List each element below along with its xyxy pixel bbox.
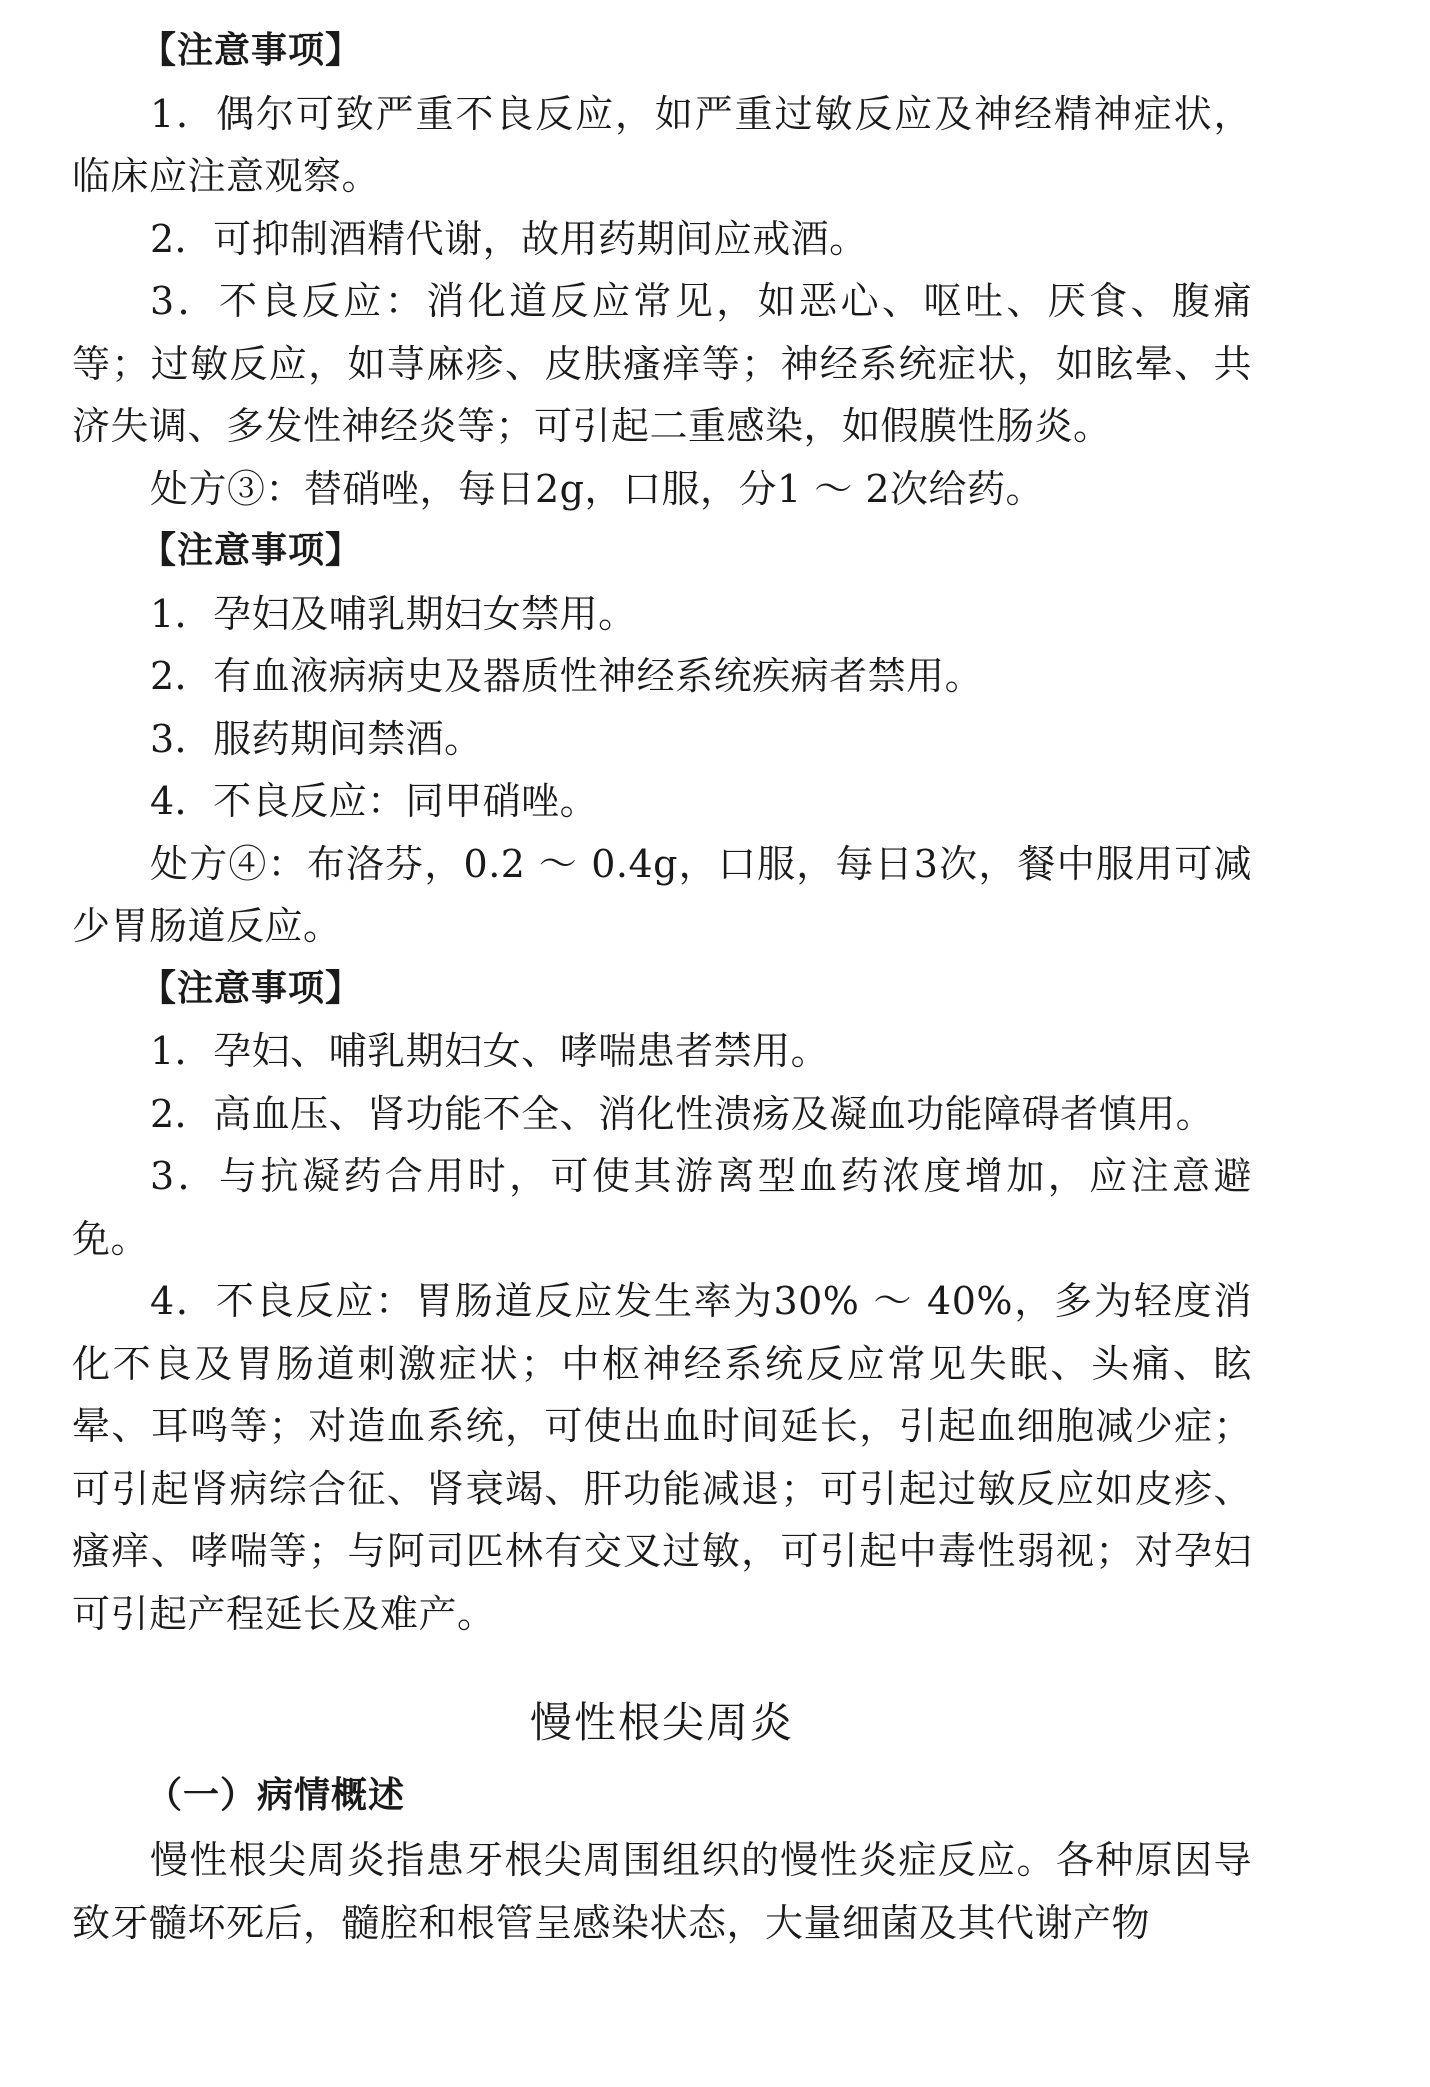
- notice-item: 2．可抑制酒精代谢，故用药期间应戒酒。: [150, 216, 868, 261]
- notice-heading: 【注意事项】: [140, 530, 363, 571]
- notice-item: 4．不良反应：同甲硝唑。: [150, 779, 599, 823]
- notice-item: 1．偶尔可致严重不良反应，如严重过敏反应及神经精神症状，临床应注意观察。: [72, 91, 1252, 198]
- notice-item: 3．不良反应：消化道反应常见，如恶心、呕吐、厌食、腹痛等；过敏反应，如荨麻疹、皮肤瘙痒等；神经系统症状，如眩晕、共济失调、多发性神经炎等；可引起二重感染，如假膜性肠炎。: [72, 279, 1252, 448]
- notice-item: 2．高血压、肾功能不全、消化性溃疡及凝血功能障碍者慎用。: [150, 1091, 1215, 1136]
- prescription-line: 处方④：布洛芬，0.2 ～ 0.4g，口服，每日3次，餐中服用可减少胃肠道反应。: [72, 841, 1252, 948]
- notice-heading: 【注意事项】: [140, 30, 363, 71]
- notice-item: 1．孕妇及哺乳期妇女禁用。: [150, 591, 637, 636]
- notice-item: 4．不良反应：胃肠道反应发生率为30% ～ 40%，多为轻度消化不良及胃肠道刺激症状；中枢神经系统反应常见失眠、头痛、眩晕、耳鸣等；对造血系统，可使出血时间延长，引起血细胞减少症；可引起肾病综合征、肾衰竭、肝功能减退；可引起过敏反应如皮疹、瘙痒、哮喘等；与阿司匹林有交叉过敏，可引起中毒性弱视；对孕妇可引起产程延长及难产。: [72, 1279, 1252, 1636]
- notice-item: 1．孕妇、哺乳期妇女、哮喘患者禁用。: [150, 1029, 830, 1073]
- section-title: 慢性根尖周炎: [529, 1698, 794, 1747]
- notice-item: 3．服药期间禁酒。: [150, 716, 483, 761]
- document-page: [72, 20, 1252, 1954]
- prescription-line: 处方③：替硝唑，每日2g，口服，分1 ～ 2次给药。: [150, 466, 1045, 511]
- section-spacer: [72, 1645, 1252, 1683]
- overview-paragraph: 慢性根尖周炎指患牙根尖周围组织的慢性炎症反应。各种原因导致牙髓坏死后，髓腔和根管呈感染状态，大量细菌及其代谢产物: [72, 1838, 1252, 1945]
- notice-item: 2．有血液病病史及器质性神经系统疾病者禁用。: [150, 654, 984, 698]
- notice-item: 3．与抗凝药合用时，可使其游离型血药浓度增加，应注意避免。: [72, 1154, 1252, 1261]
- notice-heading: 【注意事项】: [140, 967, 363, 1009]
- subsection-title: （一）病情概述: [146, 1775, 406, 1816]
